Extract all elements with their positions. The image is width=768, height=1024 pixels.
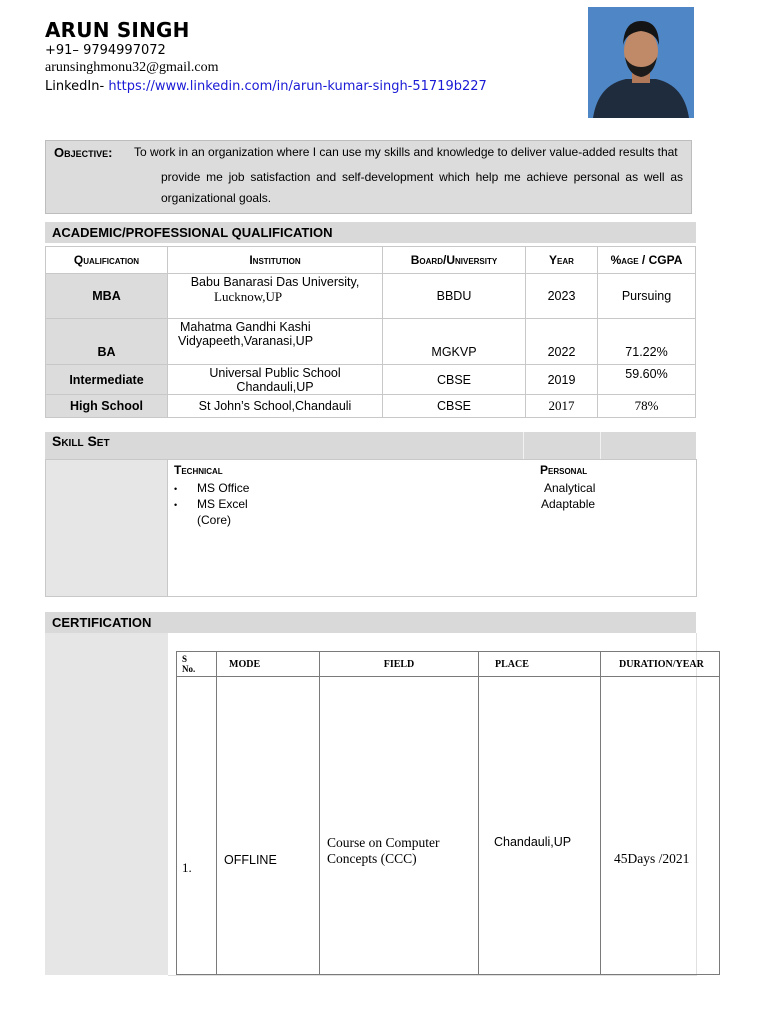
certification-section-header <box>45 612 696 633</box>
year-cell: 2017 <box>526 395 598 418</box>
phone-number: +91– 9794997072 <box>45 43 166 58</box>
qualification-cell: BA <box>46 319 168 365</box>
board-cell: BBDU <box>383 274 526 319</box>
skill-side-panel <box>46 460 168 596</box>
header-qualification: Qualification <box>46 247 168 274</box>
qualification-cell: MBA <box>46 274 168 319</box>
place-cell: Chandauli,UP <box>479 677 601 975</box>
certification-section-title: CERTIFICATION <box>52 615 152 630</box>
skill-box <box>45 459 697 597</box>
objective-text-line-3: organizational goals. <box>161 191 272 205</box>
institution-cell <box>168 395 383 418</box>
year-cell: 2023 <box>526 274 598 319</box>
linkedin-line <box>45 79 487 94</box>
objective-box <box>45 140 692 214</box>
institution-line: Babu Banarasi Das University, <box>190 275 360 289</box>
header-score: %age / CGPA <box>598 247 696 274</box>
header-field: FIELD <box>320 652 479 677</box>
sno-cell: 1. <box>177 677 217 975</box>
year-cell: 2022 <box>526 319 598 365</box>
academic-section-title: ACADEMIC/PROFESSIONAL QUALIFICATION <box>52 225 333 240</box>
year-cell: 2019 <box>526 365 598 395</box>
certification-header-row <box>177 652 720 677</box>
institution-line: Chandauli,UP <box>236 380 314 394</box>
qualification-cell: Intermediate <box>46 365 168 395</box>
field-line: Concepts (CCC) <box>327 851 417 866</box>
score-cell: 59.60% <box>598 365 696 395</box>
skill-section-title: Skill Set <box>52 433 110 449</box>
certification-table <box>176 651 720 975</box>
header-place: PLACE <box>479 652 601 677</box>
table-row <box>46 395 696 418</box>
objective-text-line-2: provide me job satisfaction and self-development which help me achieve personal as well as <box>161 170 683 184</box>
objective-label: Objective: <box>54 145 113 160</box>
header-mode: MODE <box>217 652 320 677</box>
score-cell: 71.22% <box>598 319 696 365</box>
header-divider <box>600 432 601 459</box>
certification-side-panel <box>45 633 168 975</box>
institution-line: St John’s School,Chandauli <box>198 399 352 413</box>
header-board: Board/University <box>383 247 526 274</box>
list-item: Adaptable <box>541 497 596 511</box>
list-item: • MS Office <box>174 481 250 495</box>
technical-list <box>174 481 249 529</box>
qualification-cell: High School <box>46 395 168 418</box>
academic-table <box>45 246 696 418</box>
field-line: Course on Computer <box>327 835 440 850</box>
board-cell: CBSE <box>383 395 526 418</box>
academic-header-row <box>46 247 696 274</box>
score-cell: Pursuing <box>598 274 696 319</box>
table-row <box>177 677 720 975</box>
email-address: arunsinghmonu32@gmail.com <box>45 60 219 75</box>
list-item: • MS Excel <box>174 497 248 511</box>
header-sno: S No. <box>177 652 217 677</box>
institution-cell <box>168 319 383 365</box>
profile-photo <box>588 7 694 118</box>
institution-line: Lucknow,UP <box>214 289 283 304</box>
linkedin-label: LinkedIn- <box>45 79 109 94</box>
institution-line: Mahatma Gandhi Kashi <box>180 320 311 334</box>
field-cell <box>320 677 479 975</box>
table-row <box>46 319 696 365</box>
header-duration: DURATION/YEAR <box>601 652 720 677</box>
personal-label: Personal <box>540 463 588 477</box>
linkedin-link[interactable]: https://www.linkedin.com/in/arun-kumar-singh-51719b227 <box>108 79 487 94</box>
score-cell: 78% <box>598 395 696 418</box>
institution-cell <box>168 274 383 319</box>
table-row <box>46 365 696 395</box>
header-year: Year <box>526 247 598 274</box>
skill-section-header <box>45 432 696 459</box>
institution-line: Vidyapeeth,Varanasi,UP <box>178 334 314 348</box>
board-cell: CBSE <box>383 365 526 395</box>
institution-line: Universal Public School <box>209 366 341 380</box>
board-cell: MGKVP <box>383 319 526 365</box>
list-item: Analytical <box>544 481 596 495</box>
institution-cell <box>168 365 383 395</box>
technical-label: Technical <box>174 463 223 477</box>
objective-text-line-1: To work in an organization where I can use my skills and knowledge to deliver value-added results that <box>134 145 678 159</box>
header-institution: Institution <box>168 247 383 274</box>
mode-cell: OFFLINE <box>217 677 320 975</box>
table-row <box>46 274 696 319</box>
list-item: (Core) <box>197 513 232 527</box>
duration-cell: 45Days /2021 <box>601 677 720 975</box>
header-divider <box>523 432 524 459</box>
candidate-name: ARUN SINGH <box>45 18 190 42</box>
academic-section-header <box>45 222 696 243</box>
personal-list <box>540 481 595 513</box>
